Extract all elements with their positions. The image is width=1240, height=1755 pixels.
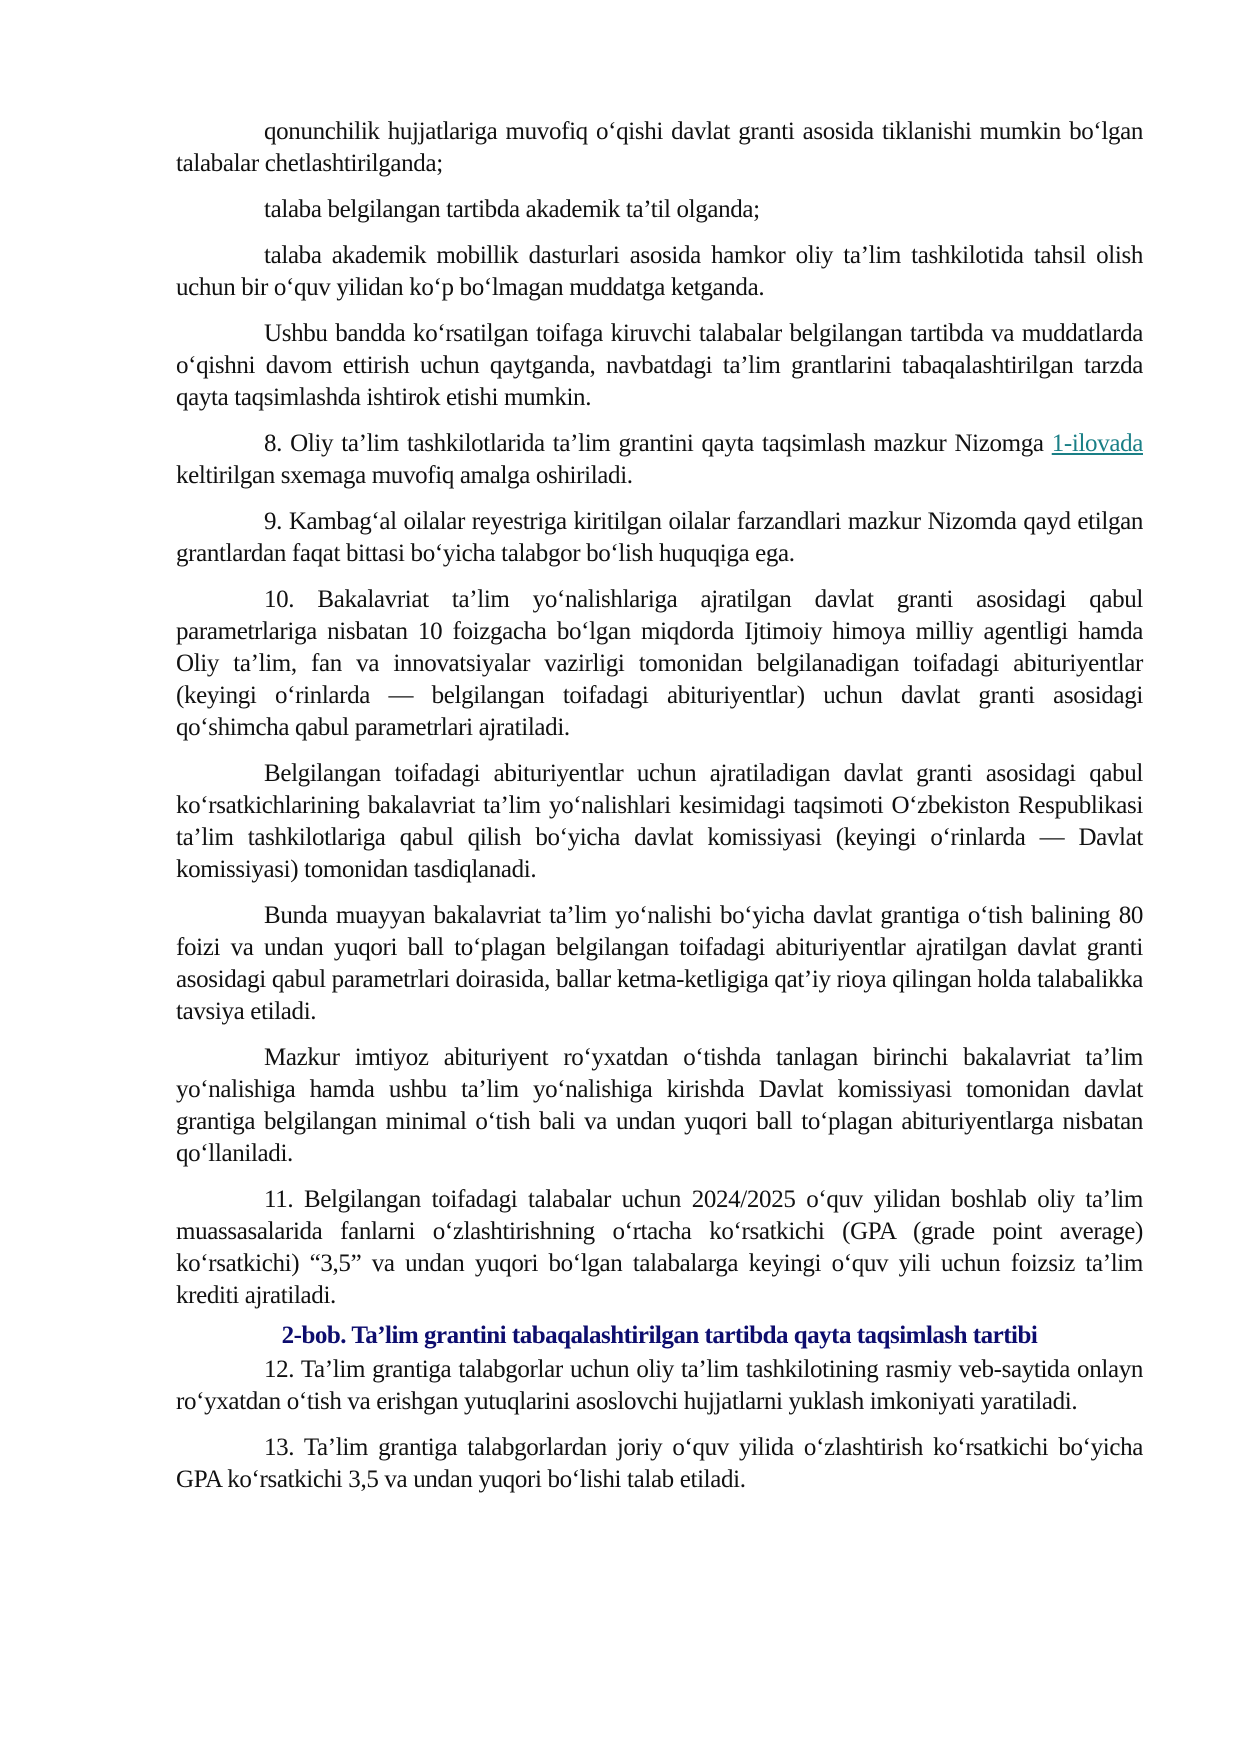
chapter-2-heading: 2-bob. Ta’lim grantini tabaqalashtirilgan tartibda qayta taqsimlash tartibi <box>281 1322 1038 1349</box>
paragraph-item-8 <box>176 428 1143 492</box>
paragraph-privilege-scope: Mazkur imtiyoz abituriyent ro‘yxatdan o‘tishda tanlagan birinchi bakalavriat ta’lim yo‘nalishiga hamda ushbu ta’lim yo‘nalishiga kirishda Davlat komissiyasi tomonidan davlat grantiga belgilangan minimal o‘tish bali va undan yuqori ball to‘plagan abituriyentlarga nisbatan qo‘llaniladi. <box>176 1044 1143 1167</box>
paragraph-academic-mobility-clause: talaba akademik mobillik dasturlari asosida hamkor oliy ta’lim tashkilotida tahsil olish uchun bir o‘quv yilidan ko‘p bo‘lmagan muddatga ketganda. <box>176 242 1143 301</box>
paragraph-item-13: 13. Ta’lim grantiga talabgorlardan joriy o‘quv yilida o‘zlashtirish ko‘rsatkichi bo‘yicha GPA ko‘rsatkichi 3,5 va undan yuqori bo‘lishi talab etiladi. <box>176 1434 1143 1493</box>
paragraph-return-participation: Ushbu bandda ko‘rsatilgan toifaga kiruvchi talabalar belgilangan tartibda va muddatlarda o‘qishni davom ettirish uchun qaytganda, navbatdagi ta’lim grantlarini tabaqalashtirilgan tarzda qayta taqsimlashda ishtirok etishi mumkin. <box>176 320 1143 411</box>
paragraph-80-percent-rule: Bunda muayyan bakalavriat ta’lim yo‘nalishi bo‘yicha davlat grantiga o‘tish balining 80 foizi va undan yuqori ball to‘plagan belgilangan toifadagi abituriyentlar ajratilgan davlat granti asosidagi qabul parametrlari doirasida, ballar ketma-ketligiga qat’iy rioya qilingan holda talabalikka tavsiya etiladi. <box>176 902 1143 1025</box>
paragraph-item-10: 10. Bakalavriat ta’lim yo‘nalishlariga ajratilgan davlat granti asosidagi qabul parametrlariga nisbatan 10 foizgacha bo‘lgan miqdorda Ijtimoiy himoya milliy agentligi hamda Oliy ta’lim, fan va innovatsiyalar vazirligi tomonidan belgilanadigan toifadagi abituriyentlar (keyingi o‘rinlarda — belgilangan toifadagi abituriyentlar) uchun davlat granti asosidagi qo‘shimcha qabul parametrlari ajratiladi. <box>176 586 1143 741</box>
paragraph-item-11: 11. Belgilangan toifadagi talabalar uchun 2024/2025 o‘quv yilidan boshlab oliy ta’lim muassasalarida fanlarni o‘zlashtirishning o‘rtacha ko‘rsatkichi (GPA (grade point average) ko‘rsatkichi) “3,5” va undan yuqori bo‘lgan talabalarga keyingi o‘quv yili uchun foizsiz ta’lim krediti ajratiladi. <box>176 1186 1143 1309</box>
paragraph-item-8-text-after: keltirilgan sxemaga muvofiq amalga oshiriladi. <box>176 462 633 489</box>
appendix-1-link[interactable]: 1-ilovada <box>1051 430 1143 457</box>
paragraph-item-8-text-before: 8. Oliy ta’lim tashkilotlarida ta’lim grantini qayta taqsimlash mazkur Nizomga <box>264 430 1052 457</box>
document-page <box>176 116 1143 1510</box>
paragraph-expulsion-clause: qonunchilik hujjatlariga muvofiq o‘qishi davlat granti asosida tiklanishi mumkin bo‘lgan talabalar chetlashtirilganda; <box>176 118 1143 177</box>
paragraph-academic-leave-clause: talaba belgilangan tartibda akademik ta’til olganda; <box>264 196 760 223</box>
paragraph-quota-distribution: Belgilangan toifadagi abituriyentlar uchun ajratiladigan davlat granti asosidagi qabul ko‘rsatkichlarining bakalavriat ta’lim yo‘nalishlari kesimidagi taqsimoti O‘zbekiston Respublikasi ta’lim tashkilotlariga qabul qilish bo‘yicha davlat komissiyasi (keyingi o‘rinlarda — Davlat komissiyasi) tomonidan tasdiqlanadi. <box>176 760 1143 883</box>
paragraph-item-9: 9. Kambag‘al oilalar reyestriga kiritilgan oilalar farzandlari mazkur Nizomda qayd etilgan grantlardan faqat bittasi bo‘yicha talabgor bo‘lish huquqiga ega. <box>176 508 1143 567</box>
paragraph-item-12: 12. Ta’lim grantiga talabgorlar uchun oliy ta’lim tashkilotining rasmiy veb-saytida onlayn ro‘yxatdan o‘tish va erishgan yutuqlarini asoslovchi hujjatlarni yuklash imkoniyati yaratiladi. <box>176 1356 1143 1415</box>
